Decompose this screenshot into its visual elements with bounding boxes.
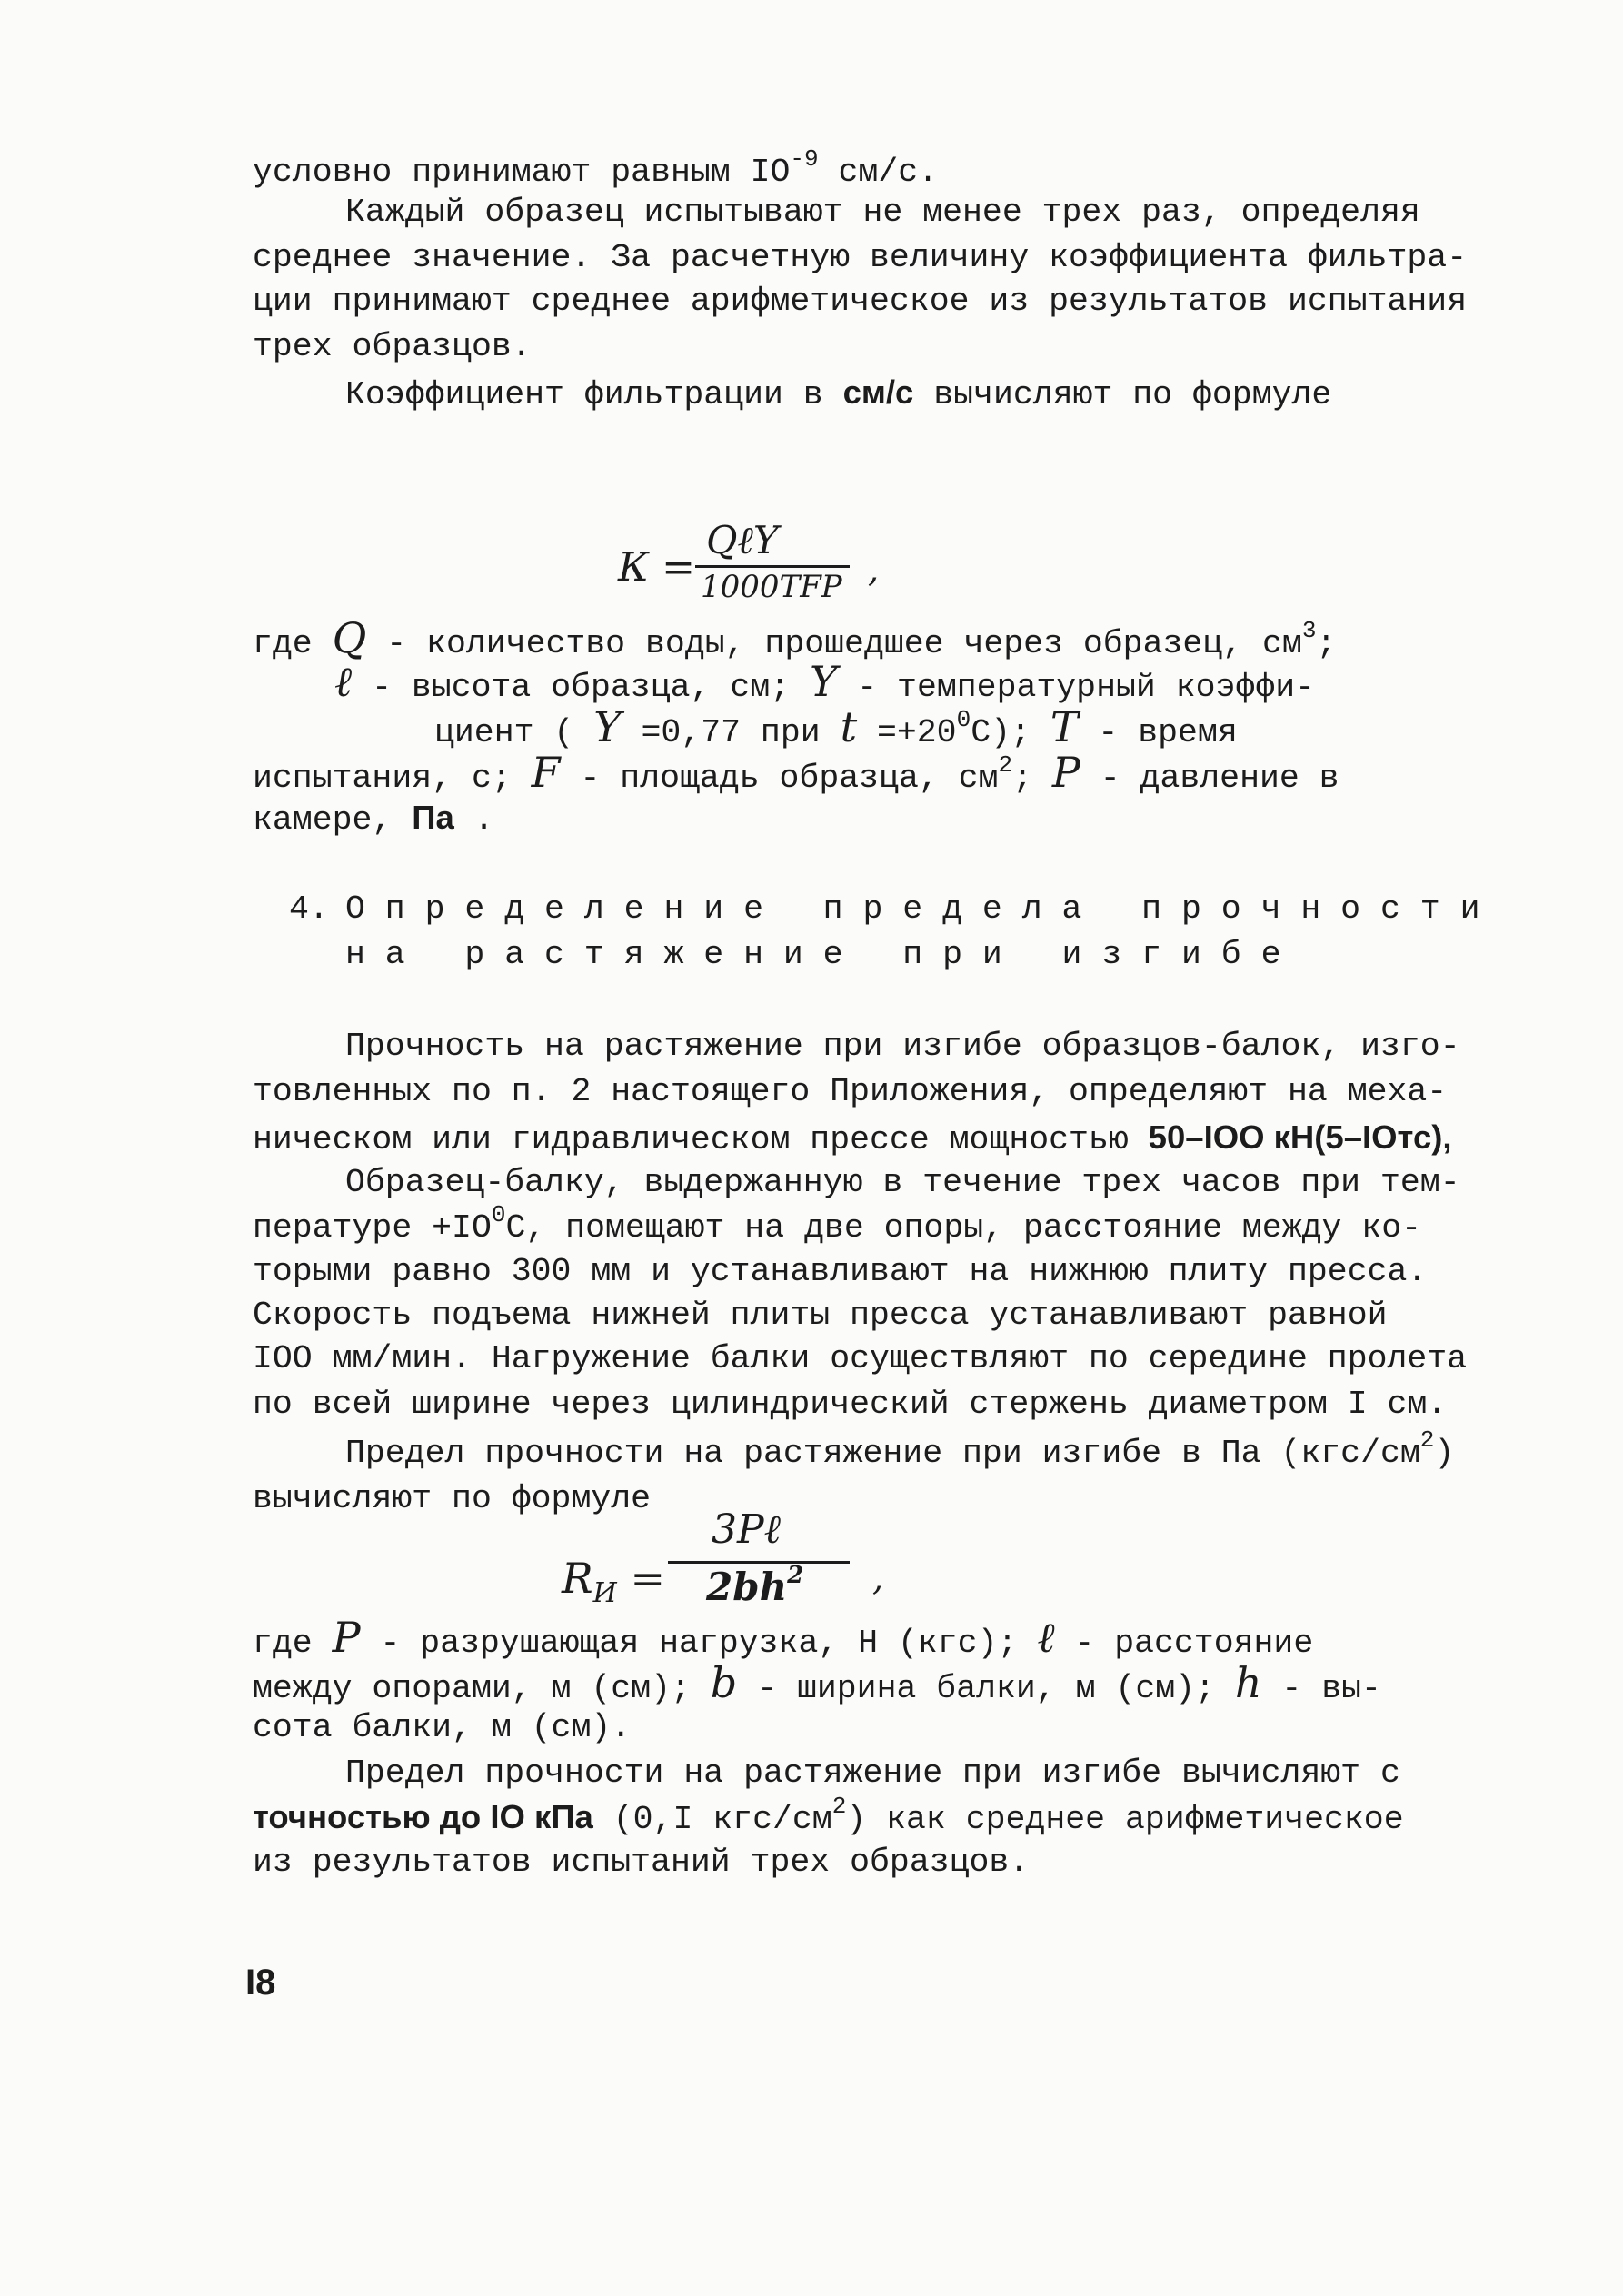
text-line: Скорость подъема нижней плиты пресса устанавливают равной: [253, 1297, 1388, 1334]
formula-2-comma: ,: [872, 1558, 884, 1598]
text-line: Предел прочности на растяжение при изгибе вычисляют с: [345, 1754, 1400, 1792]
section-number: 4.: [289, 890, 329, 928]
text-line: по всей ширине через цилиндрический стержень диаметром I см.: [253, 1386, 1448, 1423]
text-line: испытания, с; F - площадь образца, $см^2$; P - давление в: [253, 748, 1339, 797]
text-line: ции принимают среднее арифметическое из результатов испытания: [253, 283, 1468, 320]
text-line: Образец-балку, выдержанную в течение трех часов при тем-: [345, 1164, 1460, 1201]
formula-1-numerator: QℓY: [706, 518, 779, 562]
text-line: ℓ - высота образца, см; Y - температурный коэффи-: [334, 657, 1316, 706]
formula-2-numerator: 3Pℓ: [712, 1506, 781, 1553]
page-number: I8: [245, 1963, 276, 2003]
formula-1-lhs: К =: [618, 544, 695, 591]
text-line: Прочность на растяжение при изгибе образцов-балок, изго-: [345, 1028, 1460, 1065]
formula-2-lhs: $R_И$ =: [562, 1554, 665, 1609]
text-line: из результатов испытаний трех образцов.: [253, 1844, 1030, 1881]
text-line: вычисляют по формуле: [253, 1480, 652, 1517]
text-line: точностью до IO кПа (0,I кгс/$см^2$) как среднее арифметическое: [253, 1792, 1404, 1838]
formula-1-denominator: 1000TFP: [701, 569, 842, 605]
text-line: где Q - количество воды, прошедшее через образец, $см^3$;: [253, 613, 1337, 662]
formula-1-fraction: [695, 518, 859, 618]
formula-1-comma: ,: [868, 550, 880, 590]
formula-2-denominator: $2bh^2$: [706, 1562, 804, 1609]
text-line: условно принимают равным $IO^{-9}$ см/с.: [253, 144, 939, 191]
text-line: где P - разрушающая нагрузка, Н (кгс); ℓ - расстояние: [253, 1613, 1314, 1662]
text-line: трех образцов.: [253, 328, 532, 365]
text-line: IOO мм/мин. Нагружение балки осуществляют по середине пролета: [253, 1340, 1468, 1377]
text-line: между опорами, м (см); b - ширина балки, м (см); h - вы-: [253, 1658, 1381, 1707]
text-line: ническом или гидравлическом прессе мощностью 50–IOO кН(5–IOтс),: [253, 1118, 1452, 1158]
text-line: сота балки, м (см).: [253, 1709, 632, 1746]
text-line: Коэффициент фильтрации в см/с вычисляют по формуле: [345, 373, 1332, 413]
text-line: среднее значение. За расчетную величину коэффициента фильтра-: [253, 239, 1468, 276]
section-title-line-1: О п р е д е л е н и е п р е д е л а п р о ч н о с т и: [345, 890, 1480, 928]
formula-2-fraction: [668, 1506, 859, 1625]
section-title-line-2: н а р а с т я ж е н и е п р и и з г и б е: [345, 936, 1281, 973]
text-line: Каждый образец испытывают не менее трех раз, определяя: [345, 194, 1420, 231]
text-line: товленных по п. 2 настоящего Приложения, определяют на меха-: [253, 1073, 1448, 1110]
fraction-bar: [695, 565, 850, 568]
text-line: циент ( Y =0,77 при $t =+20^0С$); T - время: [434, 702, 1238, 751]
fraction-bar: [668, 1561, 850, 1564]
text-line: пературе $+IO^0С$, помещают на две опоры, расстояние между ко-: [253, 1200, 1422, 1247]
text-line: камере, Па .: [253, 799, 494, 839]
text-line: торыми равно 300 мм и устанавливают на нижнюю плиту пресса.: [253, 1253, 1428, 1290]
text-line: Предел прочности на растяжение при изгибе в Па $(кгс/см^2)$: [345, 1426, 1455, 1472]
